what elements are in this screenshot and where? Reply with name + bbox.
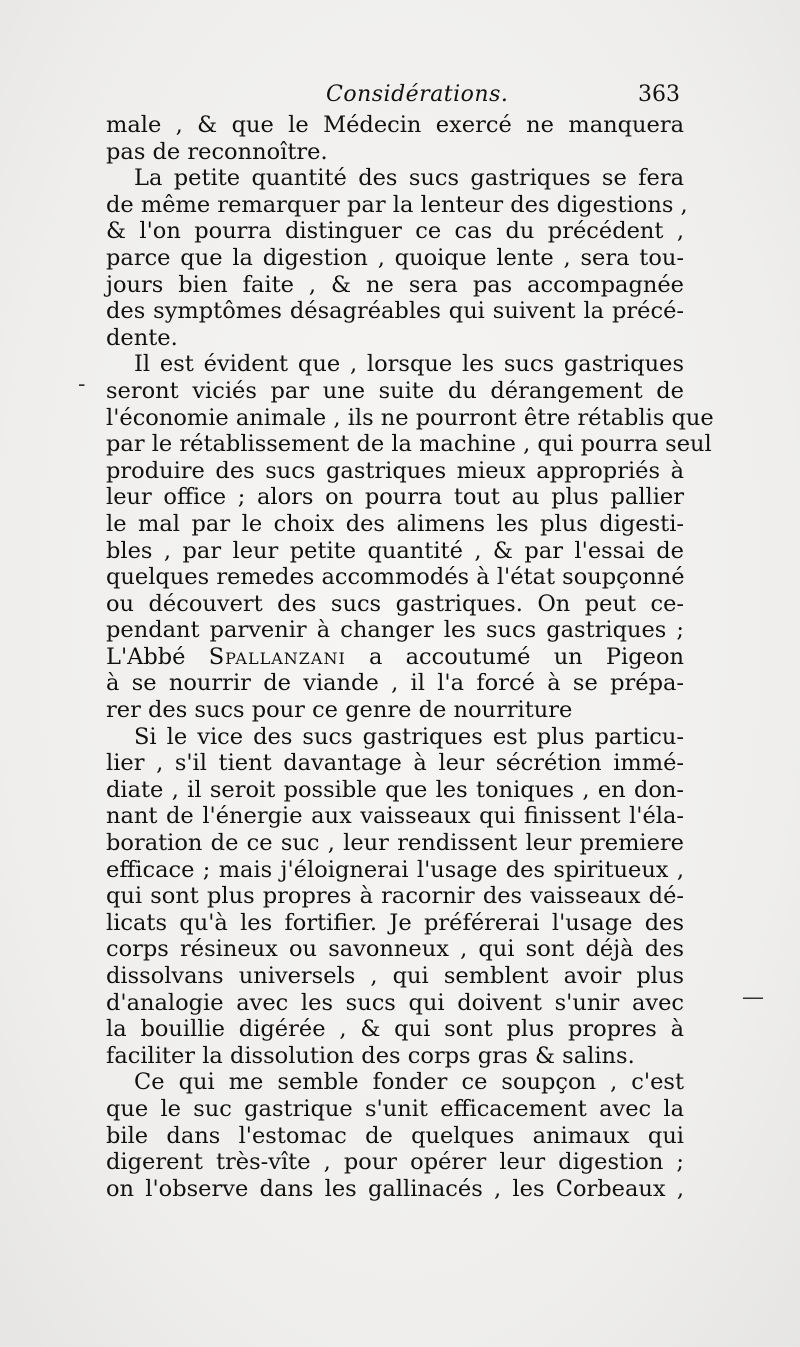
- margin-dash-mark: —: [742, 985, 764, 1010]
- text-line: faciliter la dissolution des corps gras & salins.: [106, 1042, 635, 1069]
- text-line: Si le vice des sucs gastriques est plus particu-: [134, 723, 684, 750]
- text-line: L'Abbé Spallanzani a accoutumé un Pigeon: [106, 643, 684, 670]
- text-line: diate , il seroit possible que les toniques , en don-: [106, 776, 684, 803]
- page-header: [108, 78, 680, 112]
- text-line: le mal par le choix des alimens les plus digesti-: [106, 510, 684, 537]
- text-line: que le suc gastrique s'unit efficacement avec la: [106, 1095, 684, 1122]
- text-line: La petite quantité des sucs gastriques se fera: [134, 165, 684, 192]
- text-line: on l'observe dans les gallinacés , les Corbeaux ,: [106, 1175, 684, 1202]
- text-line: rer des sucs pour ce genre de nourriture: [106, 697, 573, 724]
- text-line: à se nourrir de viande , il l'a forcé à se prépa-: [106, 670, 684, 697]
- text-line: ou découvert des sucs gastriques. On peut ce-: [106, 590, 684, 617]
- text-line: corps résineux ou savonneux , qui sont déjà des: [106, 936, 684, 963]
- text-line: lier , s'il tient davantage à leur sécrétion immé-: [106, 750, 684, 777]
- page-number: 363: [638, 82, 680, 107]
- text-line: des symptômes désagréables qui suivent la précé-: [106, 298, 684, 325]
- text-line: pendant parvenir à changer les sucs gastriques ;: [106, 617, 684, 644]
- text-line: boration de ce suc , leur rendissent leur premiere: [106, 830, 684, 857]
- text-line: par le rétablissement de la machine , qui pourra seul: [106, 431, 712, 458]
- text-line: dissolvans universels , qui semblent avoir plus: [106, 963, 684, 989]
- text-line: qui sont plus propres à racornir des vaisseaux dé-: [106, 883, 684, 910]
- body-text: [106, 112, 714, 1202]
- text-line: bles , par leur petite quantité , & par l'essai de: [106, 537, 684, 564]
- text-line: quelques remedes accommodés à l'état soupçonné: [106, 564, 685, 591]
- text-line: male , & que le Médecin exercé ne manquera: [106, 112, 684, 138]
- text-line: dente.: [106, 324, 178, 351]
- text-line: de même remarquer par la lenteur des digestions ,: [106, 191, 688, 218]
- text-line: produire des sucs gastriques mieux appropriés à: [106, 457, 684, 484]
- text-line: Ce qui me semble fonder ce soupçon , c'est: [134, 1069, 684, 1096]
- text-line: nant de l'énergie aux vaisseaux qui finissent l'éla-: [106, 803, 684, 830]
- margin-dash-mark: -: [78, 372, 86, 397]
- text-line: seront viciés par une suite du dérangement de: [106, 377, 684, 404]
- text-line: leur office ; alors on pourra tout au plus pallier: [106, 484, 684, 511]
- text-line: digerent très-vîte , pour opérer leur digestion ;: [106, 1149, 684, 1176]
- text-line: la bouillie digérée , & qui sont plus propres à: [106, 1016, 684, 1043]
- author-name: Spallanzani: [208, 643, 346, 670]
- text-line: & l'on pourra distinguer ce cas du précédent ,: [106, 218, 684, 245]
- text-line: parce que la digestion , quoique lente , sera tou-: [106, 244, 684, 271]
- text-line: Il est évident que , lorsque les sucs gastriques: [134, 351, 684, 378]
- text-line: efficace ; mais j'éloignerai l'usage des spiritueux ,: [106, 856, 684, 883]
- text-line: pas de reconnoître.: [106, 138, 328, 165]
- text-line: bile dans l'estomac de quelques animaux qui: [106, 1122, 684, 1149]
- running-head: Considérations.: [326, 82, 509, 107]
- text-line: d'analogie avec les sucs qui doivent s'unir avec: [106, 989, 684, 1016]
- text-line: jours bien faite , & ne sera pas accompagnée: [106, 271, 684, 298]
- text-line: l'économie animale , ils ne pourront être rétablis que: [106, 404, 714, 431]
- text-line: licats qu'à les fortifier. Je préférerai l'usage des: [106, 909, 684, 936]
